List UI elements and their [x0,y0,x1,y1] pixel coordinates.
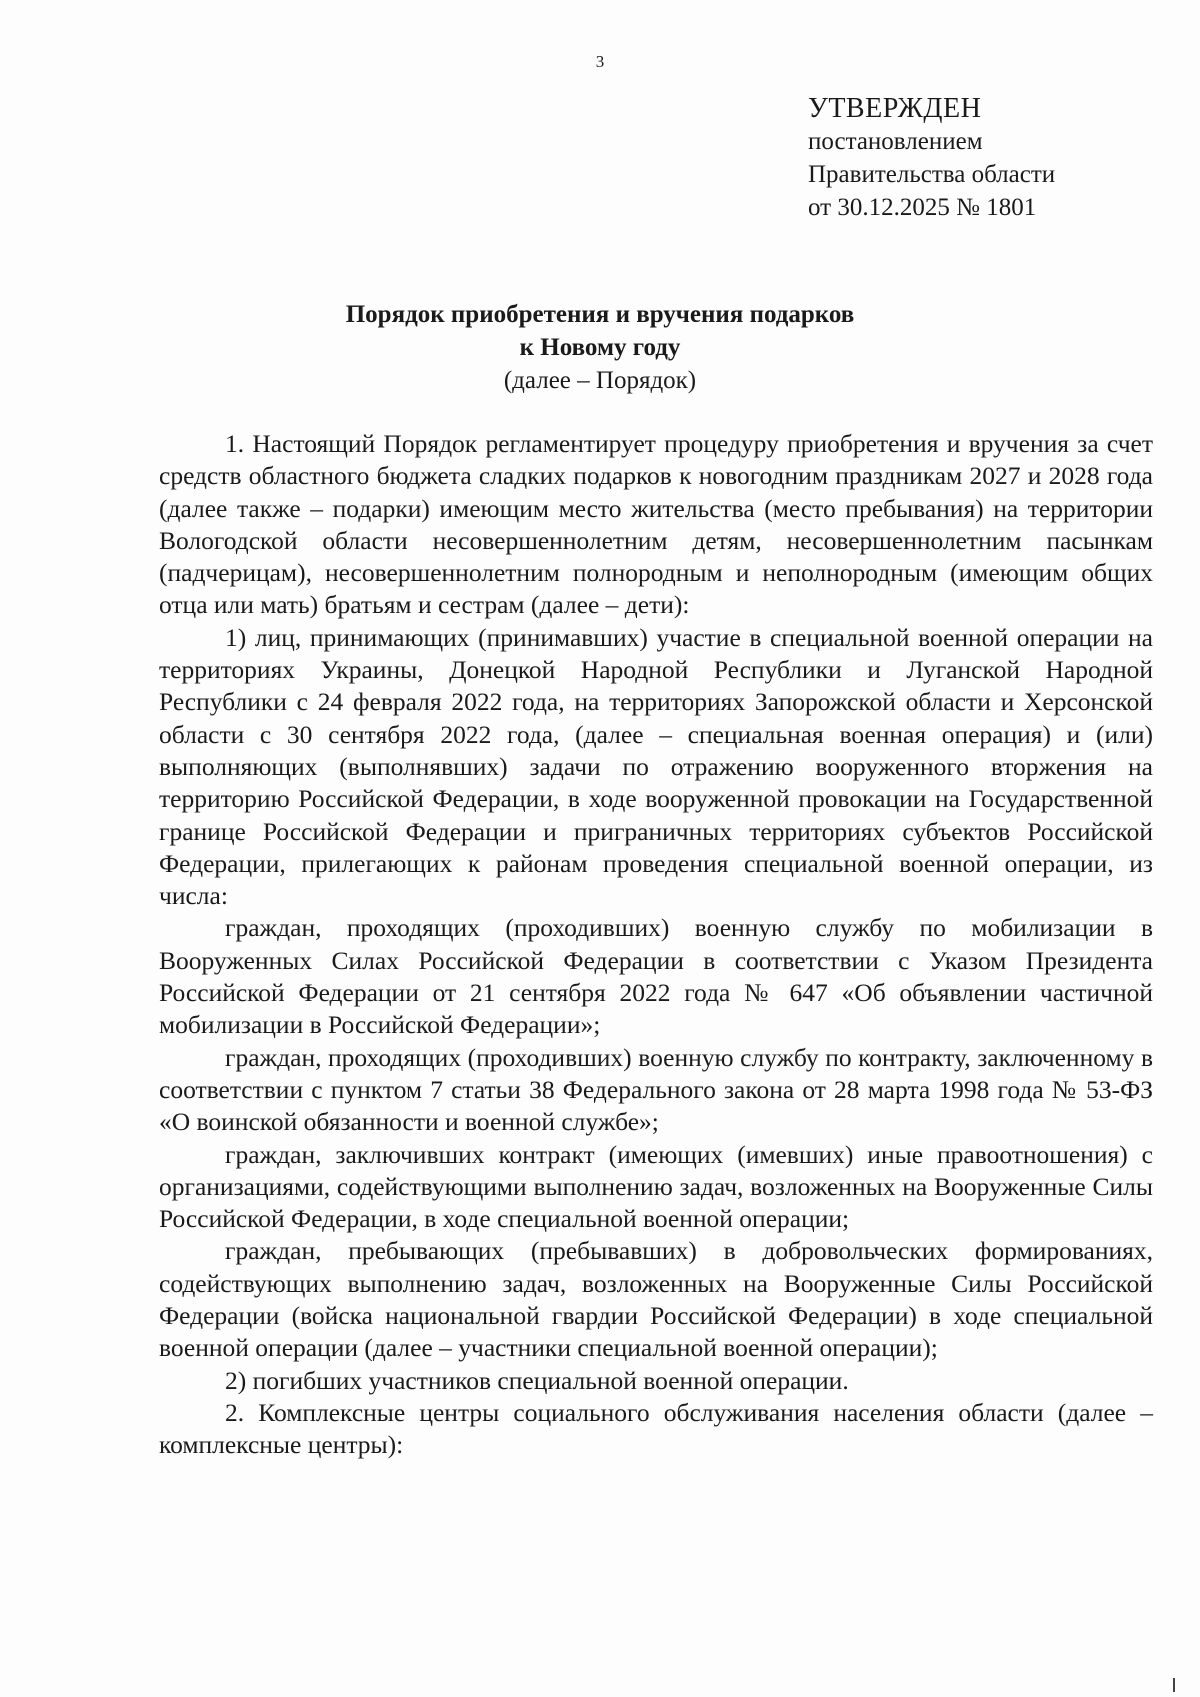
paragraph-contract: граждан, проходящих (проходивших) военную службу по контракту, заключенному в соответствии с пунктом 7 статьи 38 Федерального закона от 28 марта 1998 года № 53-ФЗ «О воинской обязанности и военной службе»; [159,1042,1153,1137]
paragraph-mobilization: граждан, проходящих (проходивших) военную службу по мобилизации в Вооруженных Силах Российской Федерации в соответствии с Указом Президента Российской Федерации от 21 сентября 2022 года № 647 «Об объявлении частичной мобилизации в Российской Федерации»; [159,913,1153,1040]
approval-title: УТВЕРЖДЕН [808,93,982,124]
approval-line-2: Правительства области [808,161,1056,188]
document-subtitle: (далее – Порядок) [503,367,697,394]
approval-stamp [808,92,1055,224]
paragraph-organizations: граждан, заключивших контракт (имеющих (имевших) иные правоотношения) с организациями, содействующими выполнению задач, возложенных на Вооруженные Силы Российской Федерации, в ходе специальной военной операции; [159,1139,1153,1234]
approval-line-1: постановлением [808,128,983,155]
paragraph-1: 1. Настоящий Порядок регламентирует процедуру приобретения и вручения за счет средств областного бюджета сладких подарков к новогодним праздникам 2027 и 2028 года (далее также – подарки) имеющим место жительства (место пребывания) на территории Вологодской области несовершеннолетним детям, несовершеннолетним пасынкам (падчерицам), несовершеннолетним полнородным и неполнородным (имеющим общих отца или мать) братьям и сестрам (далее – дети): [159,429,1153,620]
document-title-block [0,298,1200,397]
paragraph-1-subitem-2: 2) погибших участников специальной военной операции. [225,1365,849,1395]
document-title-line-1: Порядок приобретения и вручения подарков [345,301,855,328]
document-body [159,428,1153,1462]
page-number: 3 [595,52,605,71]
paragraph-volunteers: граждан, пребывающих (пребывавших) в добровольческих формированиях, содействующих выполнению задач, возложенных на Вооруженные Силы Российской Федерации (войска национальной гвардии Российской Федерации) в ходе специальной военной операции (далее – участники специальной военной операции); [159,1236,1153,1363]
paragraph-1-subitem-1: 1) лиц, принимающих (принимавших) участие в специальной военной операции на территориях Украины, Донецкой Народной Республики и Луганской Народной Республики с 24 февраля 2022 года, на территориях Запорожской области и Херсонской области с 30 сентября 2022 года, (далее – специальная военная операция) и (или) выполняющих (выполнявших) задачи по отражению вооруженного вторжения на территорию Российской Федерации, в ходе вооруженной провокации на Государственной границе Российской Федерации и приграничных территориях субъектов Российской Федерации, прилегающих к районам проведения специальной военной операции, из числа: [159,622,1153,911]
paragraph-2: 2. Комплексные центры социального обслуживания населения области (далее – комплексные центры): [159,1397,1153,1460]
scan-edge-mark [1173,1678,1175,1692]
approval-line-3: от 30.12.2025 № 1801 [808,194,1037,221]
document-title-line-2: к Новому году [519,334,681,361]
